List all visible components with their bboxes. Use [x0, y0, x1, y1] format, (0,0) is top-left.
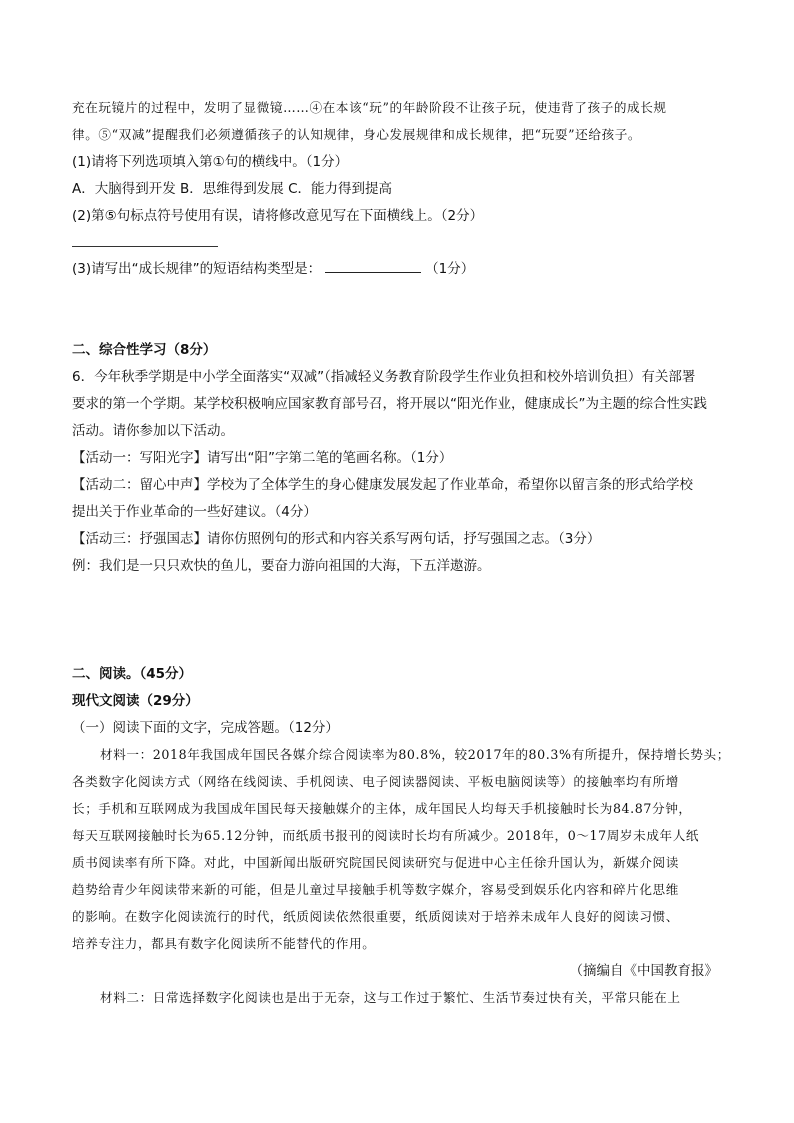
question-5-sub-3-score: （1分）	[425, 261, 475, 277]
activity-3: 【活动三：抒强国志】请你仿照例句的形式和内容关系写两句话，抒写强国之志。（3分）	[72, 531, 601, 547]
activity-2: 提出关于作业革命的一些好建议。（4分）	[72, 504, 317, 520]
section-heading: 二、综合性学习（8分）	[72, 342, 217, 358]
material-2-line: 材料二：日常选择数字化阅读也是出于无奈，这与工作过于繁忙、生活节奏过快有关，平常只能在上	[100, 990, 681, 1005]
material-1-line: 的影响。在数字化阅读流行的时代，纸质阅读依然很重要，纸质阅读对于培养未成年人良好的阅读习惯、	[72, 909, 679, 924]
material-1-line: 材料一：2018年我国成年国民各媒介综合阅读率为80.8%，较2017年的80.3%有所提升，保持增长势头；	[100, 747, 730, 762]
activity-2: 【活动二：留心中声】学校为了全体学生的身心健康发展发起了作业革命，希望你以留言条的形式给学校	[72, 477, 693, 493]
subsection-heading: 现代文阅读（29分）	[72, 693, 199, 709]
answer-options: A．大脑得到开发 B．思维得到发展 C．能力得到提高	[72, 181, 393, 197]
question-6-line: 活动。请你参加以下活动。	[72, 423, 234, 439]
example-sentence: 例：我们是一只只欢快的鱼儿，要奋力游向祖国的大海，下五洋遨游。	[72, 558, 491, 574]
question-5-sub-2: (2)第⑤句标点符号使用有误，请将修改意见写在下面横线上。（2分）	[72, 208, 484, 224]
activity-1: 【活动一：写阳光字】请写出“阳”字第二笔的笔画名称。（1分）	[72, 450, 453, 466]
material-1-line: 每天互联网接触时长为65.12分钟，而纸质书报刊的阅读时长均有所减少。2018年，0～17周岁未成年人纸	[72, 828, 700, 843]
question-5-sub-3-text: (3)请写出“成长规律”的短语结构类型是：	[72, 261, 322, 277]
passage-line: 充在玩镜片的过程中，发明了显微镜……④在本该“玩”的年龄阶段不让孩子玩，使违背了孩子的成长规	[72, 100, 667, 115]
material-1-line: 各类数字化阅读方式（网络在线阅读、手机阅读、电子阅读器阅读、平板电脑阅读等）的接触率均有所增	[72, 774, 679, 789]
answer-line	[72, 246, 218, 247]
material-1-line: 长；手机和互联网成为我国成年国民每天接触媒介的主体，成年国民人均每天手机接触时长为84.87分钟，	[72, 801, 692, 816]
material-1-line: 趋势给青少年阅读带来新的可能，但是儿童过早接触手机等数字媒介，容易受到娱乐化内容和碎片化思维	[72, 882, 679, 897]
passage-line: 律。⑤“双减”提醒我们必须遵循孩子的认知规律，身心发展规律和成长规律，把“玩耍”还给孩子。	[72, 127, 642, 142]
material-1-line: 质书阅读率有所下降。对此，中国新闻出版研究院国民阅读研究与促进中心主任徐升国认为，新媒介阅读	[72, 855, 679, 870]
question-5-sub-1: (1)请将下列选项填入第①句的横线中。（1分）	[72, 154, 349, 170]
question-6-line: 要求的第一个学期。某学校积极响应国家教育部号召，将开展以“阳光作业，健康成长”为主题的综合性实践	[72, 396, 707, 412]
material-1-line: 培养专注力，都具有数字化阅读所不能替代的作用。	[72, 936, 376, 951]
source-citation: （摘编自《中国教育报》	[569, 963, 718, 979]
question-6-line: 6．今年秋季学期是中小学全面落实“双减”（指减轻义务教育阶段学生作业负担和校外培训负担）有关部署	[72, 369, 696, 385]
answer-blank	[325, 258, 421, 273]
part-heading: （一）阅读下面的文字，完成答题。（12分）	[72, 720, 339, 736]
question-5-sub-3	[72, 258, 474, 279]
section-heading: 二、阅读。（45分）	[72, 666, 193, 682]
